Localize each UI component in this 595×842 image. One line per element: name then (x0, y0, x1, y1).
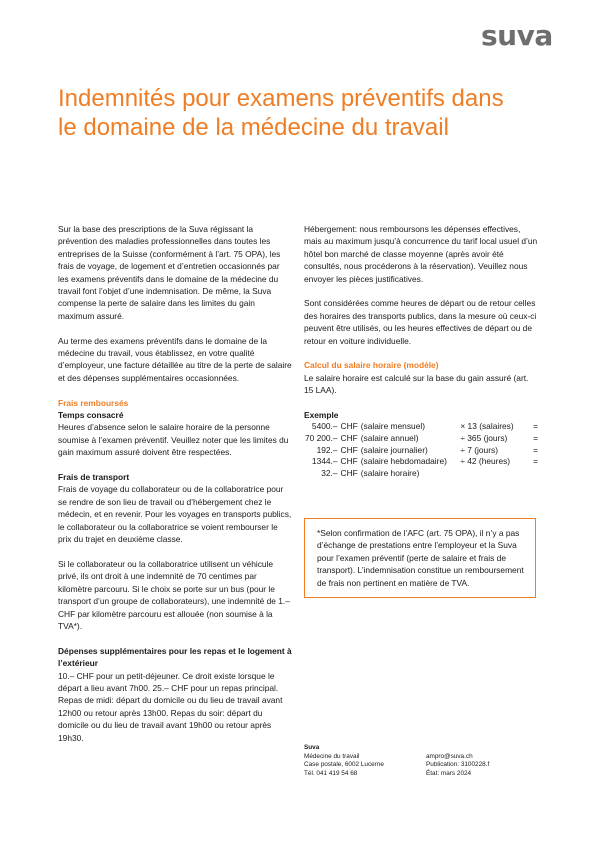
hebergement-text: Hébergement: nous remboursons les dépenses effectives, mais au maximum jusqu’à concurrence du tarif local usuel d’un hôtel bon marché de classe moyenne (après avoir été consultés, nous procéderons à la réservation). Veuillez nous envoyer les pièces justificatives. (304, 224, 538, 284)
left-column (58, 223, 292, 756)
footer-phone: Tél. 041 419 54 68 (304, 769, 358, 777)
footer-publication (426, 753, 489, 779)
page-title: Indemnités pour examens préventifs dans le domaine de la médecine du travail (58, 85, 504, 141)
table-row (304, 456, 538, 468)
depenses-repas-text: 10.– CHF pour un petit-déjeuner. Ce droit existe lorsque le départ a lieu avant 7h00. 25.– CHF pour un repas principal. Repas de midi: départ du domicile ou du lieu de travail avant 12h00 ou retour après 13h00. Repas du soir: départ du domicile ou du lieu de travail avant 19h00 ou retour après 19h30. (58, 670, 283, 743)
label-cell: (salaire journalier) (360, 444, 428, 455)
frais-transport-text: Frais de voyage du collaborateur ou de la collaboratrice pour se rendre de son lieu de travail ou d’hébergement chez le médecin, et en revenir. Pour les voyages en transports publics, le collaborateur ou la collaboratrice se voient rembourser le prix du trajet en deuxième classe. (58, 484, 292, 545)
label-cell: (salaire horaire) (360, 467, 420, 478)
invoice-paragraph: Au terme des examens préventifs dans le domaine de la médecine du travail, vous établissez, en votre qualité d’employeur, une facture détaillée au titre de la perte de salaire et des dépenses supplémentaires occasionnées. (58, 335, 292, 383)
exemple-heading: Exemple (304, 410, 339, 421)
vehicule-prive-text: Si le collaborateur ou la collaboratrice utilisent un véhicule privé, ils ont droit à une indemnité de 70 centimes par kilomètre parcouru. Si le choix se porte sur un bus (pour le transport d’un groupe de collaborateurs), une indemnité de 1.– CHF par kilomètre parcouru est allouée (non soumise à la TVA*). (58, 558, 290, 631)
currency-cell: CHF (340, 421, 358, 432)
footer-state: État: mars 2024 (426, 769, 472, 777)
amount-cell: 1344.– (311, 456, 338, 467)
calcul-salaire-heading: Calcul du salaire horaire (modèle) (304, 360, 439, 371)
tva-note-box: *Selon confirmation de l’AFC (art. 75 OPA), il n’y a pas d’échange de prestations entre l’employeur et la Suva pour l’examen préventif (perte de salaire et frais de transport). L’indemnisation constitue un remboursement de frais non pertinent en matière de TVA. (304, 518, 536, 598)
calcul-salaire-text: Le salaire horaire est calculé sur la base du gain assuré (art. 15 LAA). (304, 372, 529, 396)
label-cell: (salaire hebdomadaire) (360, 456, 447, 467)
table-row (304, 445, 538, 457)
intro-paragraph: Sur la base des prescriptions de la Suva régissant la prévention des maladies professionnelles dans toutes les entreprises de la Suisse (conformément à l’art. 75 OPA), les frais de voyage, de logement et d’entretien occasionnés par les examens préventifs dans le domaine de la médecine du travail font l’objet d’une indemnisation. De même, la Suva compense la perte de salaire dans les limites du gain maximum assuré. (58, 224, 281, 321)
label-cell: (salaire annuel) (360, 433, 419, 444)
currency-cell: CHF (340, 456, 358, 467)
temps-consacre-heading: Temps consacré (58, 410, 124, 421)
example-table (304, 421, 538, 479)
table-row (304, 421, 538, 433)
currency-cell: CHF (340, 467, 358, 478)
amount-cell: 32.– (321, 467, 338, 478)
equals-cell: = (533, 421, 538, 432)
footer-address-line: Case postale, 6002 Lucerne (304, 761, 384, 769)
equals-cell (533, 468, 538, 480)
currency-cell: CHF (340, 444, 358, 455)
heures-depart-text: Sont considérées comme heures de départ ou de retour celles des horaires des transports publics, dans la mesure où ceux-ci peuvent être utilisés, ou les heures effectives de départ ou de retour en voiture individuelle. (304, 298, 537, 346)
footer-dept: Médecine du travail (304, 752, 360, 760)
operation-cell: × 13 (salaires) (460, 421, 514, 432)
operation-cell (460, 468, 533, 480)
table-row (304, 468, 538, 480)
footer-publication-number: Publication: 3100228.f (426, 761, 490, 769)
depenses-repas-heading: Dépenses supplémentaires pour les repas et le logement à l’extérieur (58, 645, 292, 669)
label-cell: (salaire mensuel) (360, 421, 425, 432)
temps-consacre-text: Heures d’absence selon le salaire horaire de la personne soumise à l’examen préventif. Veuillez noter que les limites du gain maximum assuré doivent être respectées. (58, 422, 289, 458)
footer-address (304, 744, 384, 778)
frais-transport-heading: Frais de transport (58, 472, 130, 483)
operation-cell: ÷ 7 (jours) (460, 444, 498, 455)
amount-cell: 5400.– (311, 421, 338, 432)
right-column (304, 223, 538, 479)
footer-org: Suva (304, 744, 320, 751)
footer-email[interactable]: ampro@suva.ch (426, 752, 473, 760)
operation-cell: ÷ 42 (heures) (460, 456, 511, 467)
equals-cell: = (533, 444, 538, 455)
table-row (304, 433, 538, 445)
amount-cell: 192.– (316, 444, 338, 455)
amount-cell: 70 200.– (304, 433, 338, 444)
suva-logo: suva (481, 19, 553, 52)
frais-rembourses-heading: Frais remboursés (58, 397, 129, 408)
operation-cell: ÷ 365 (jours) (460, 433, 508, 444)
equals-cell: = (533, 433, 538, 444)
currency-cell: CHF (340, 433, 358, 444)
equals-cell: = (533, 456, 538, 467)
